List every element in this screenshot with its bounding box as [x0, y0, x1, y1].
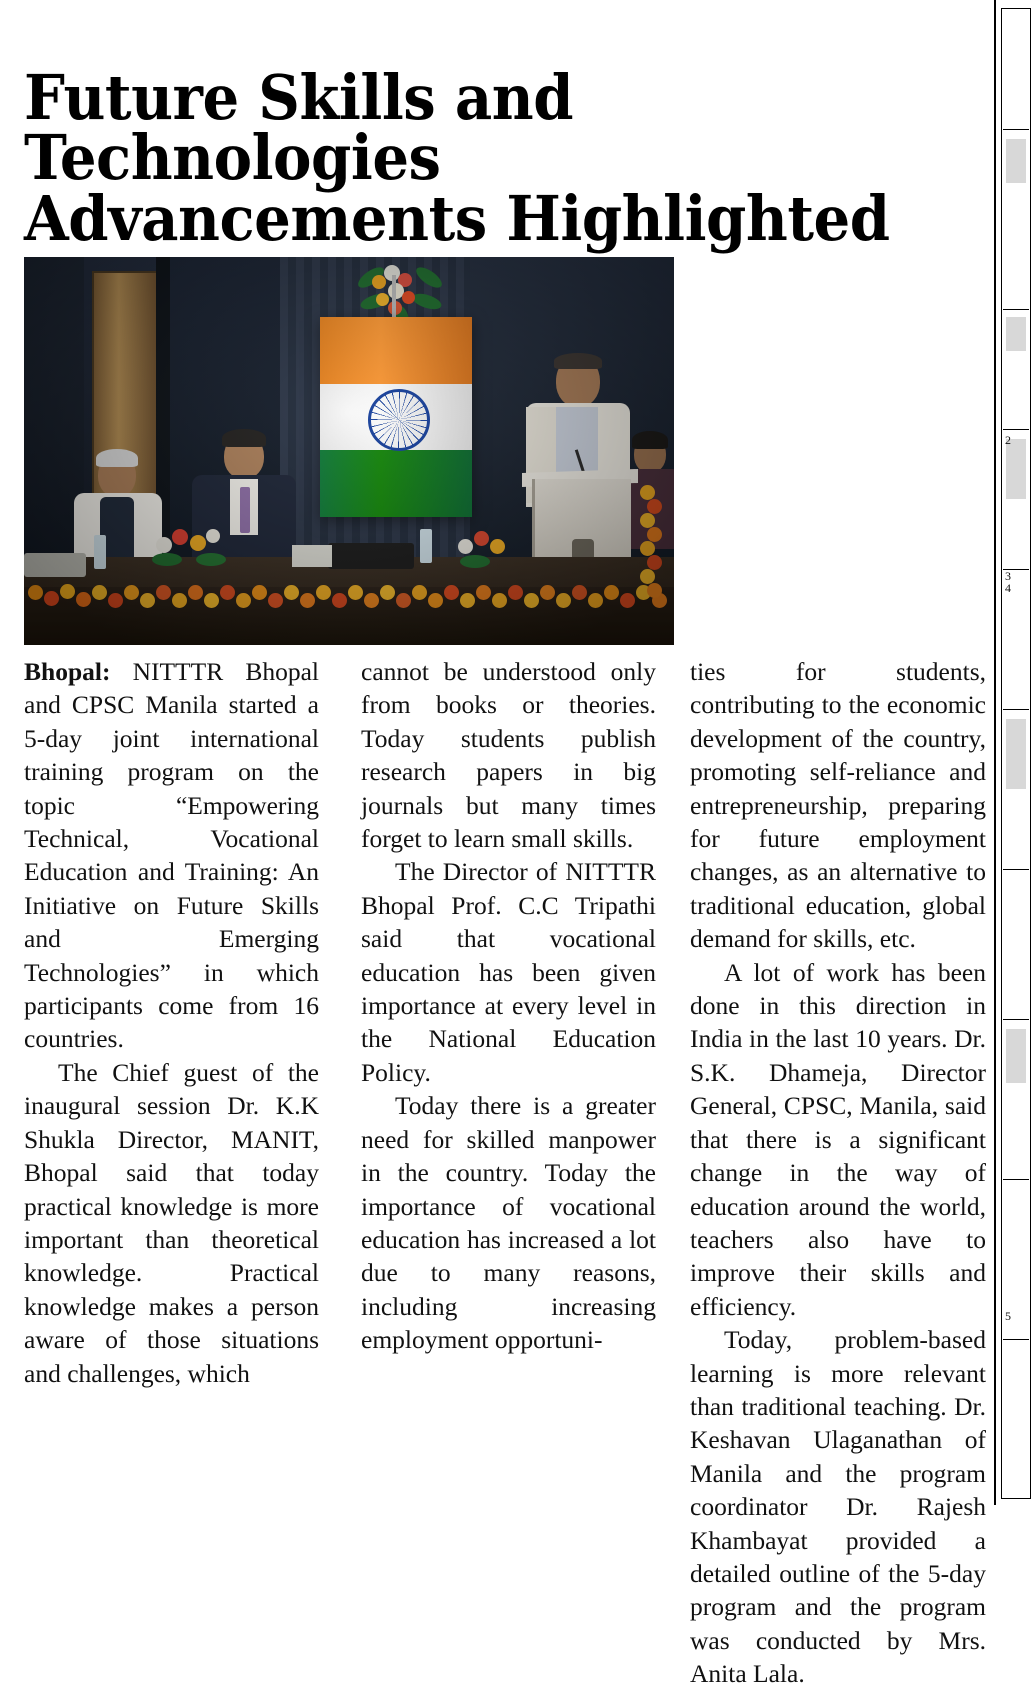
paragraph: The Chief guest of the inaugural session Dr. K.K Shukla Director, MANIT, Bhopal said that today practical knowledge is more important than theoretical knowledge. Practical knowledge makes a person aware of those situations and challenges, which	[24, 1057, 319, 1388]
paragraph: The Director of NITTTR Bhopal Prof. C.C Tripathi said that vocational education has been given importance at every level in the National Education Policy.	[361, 857, 656, 1087]
sliver-frame	[1001, 8, 1031, 1499]
article-column-2	[361, 655, 656, 1357]
paragraph: ties for students, contributing to the economic development of the country, promoting self-reliance and entrepreneurship, preparing for future employment changes, as an alternative to traditional education, global demand for skills, etc.	[690, 657, 986, 954]
article-column-1	[24, 655, 319, 1390]
photo-scene	[24, 257, 674, 645]
sliver-number: 5	[1005, 1309, 1011, 1323]
article-column-3	[690, 655, 986, 1691]
paragraph: Today there is a greater need for skilled manpower in the country. Today the importance of vocational education has increased a lot due to many reasons, including increasing employment opportuni-	[361, 1091, 656, 1355]
sliver-number: 4	[1005, 581, 1011, 595]
sliver-number: 3	[1005, 569, 1011, 583]
paragraph: A lot of work has been done in this direction in India in the last 10 years. Dr. S.K. Dhameja, Director General, CPSC, Manila, said that there is a significant change in the way of education around the world, teachers also have to improve their skills and efficiency.	[690, 957, 986, 1321]
adjacent-page-sliver	[994, 0, 1031, 1505]
article-body	[24, 655, 986, 1689]
paragraph	[24, 655, 319, 1056]
paragraph: Today, problem-based learning is more relevant than traditional teaching. Dr. Keshavan Ulaganathan of Manila and the program coordinator Dr. Rajesh Khambayat provided a detailed outline of the 5-day program and the program was conducted by Mrs. Anita Lala.	[690, 1325, 986, 1689]
dateline: Bhopal:	[24, 657, 111, 686]
paragraph: cannot be understood only from books or theories. Today students publish research papers in big journals but many times forget to learn small skills.	[361, 657, 656, 854]
headline-line-1: Future Skills and Technologies	[24, 60, 574, 195]
sliver-number: 2	[1005, 433, 1011, 447]
headline-line-2: Advancements Highlighted	[24, 182, 890, 256]
paragraph-text: NITTTR Bhopal and CPSC Manila started a 5-day joint international training program on the topic “Empowering Technical, Vocational Education and Training: An Initiative on Future Skills and Emerging Technologies” in which participants come from 16 countries.	[24, 657, 320, 1054]
photo-vignette	[24, 257, 674, 645]
page-title	[24, 60, 912, 256]
article-photo	[24, 257, 674, 645]
